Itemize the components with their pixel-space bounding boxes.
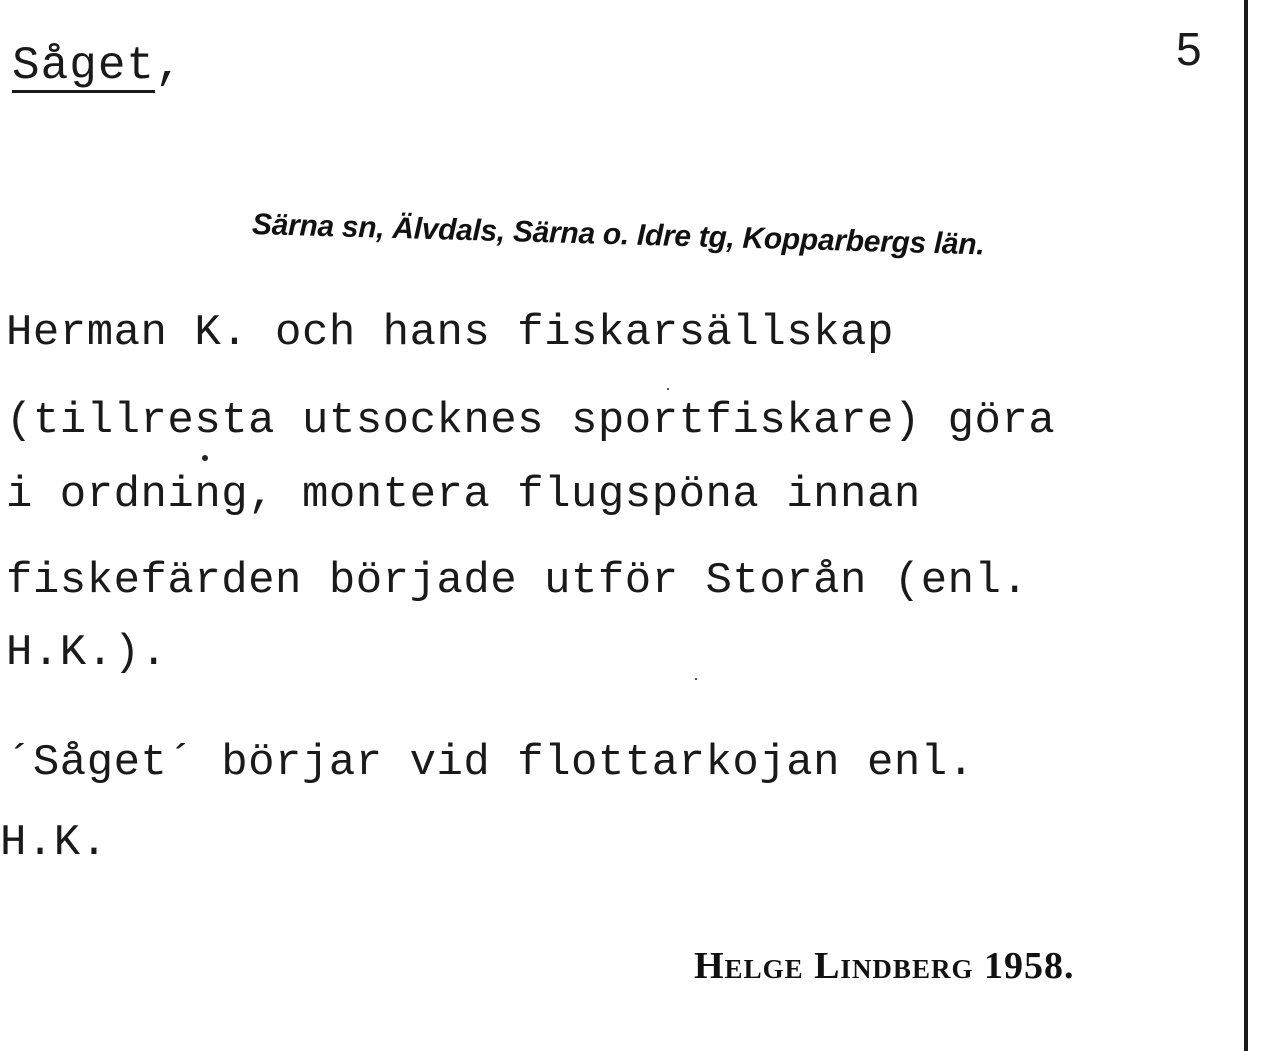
- headword-line: [12, 40, 184, 92]
- headword: Såget: [12, 40, 156, 92]
- signature: [694, 944, 1074, 988]
- card-right-edge: [1244, 0, 1248, 1051]
- ink-speck: [202, 455, 208, 461]
- ink-speck: [695, 678, 697, 680]
- body-line: H.K.: [0, 818, 108, 868]
- body-line: i ordning, montera flugspöna innan: [6, 470, 921, 520]
- body-line: Herman K. och hans fiskarsällskap: [6, 308, 894, 358]
- ink-speck: [667, 388, 669, 390]
- body-line: fiskefärden började utför Storån (enl.: [6, 556, 1029, 606]
- card-number: 5: [1176, 23, 1202, 75]
- location-stamp: Särna sn, Älvdals, Särna o. Idre tg, Kopparbergs län.: [251, 208, 985, 262]
- headword-punctuation: ,: [155, 40, 184, 92]
- body-line: (tillresta utsocknes sportfiskare) göra: [6, 396, 1056, 446]
- signature-name: Helge Lindberg: [694, 945, 974, 987]
- body-line: H.K.).: [6, 628, 168, 678]
- signature-year: 1958.: [983, 945, 1075, 987]
- body-line: ´Såget´ börjar vid flottarkojan enl.: [6, 738, 975, 788]
